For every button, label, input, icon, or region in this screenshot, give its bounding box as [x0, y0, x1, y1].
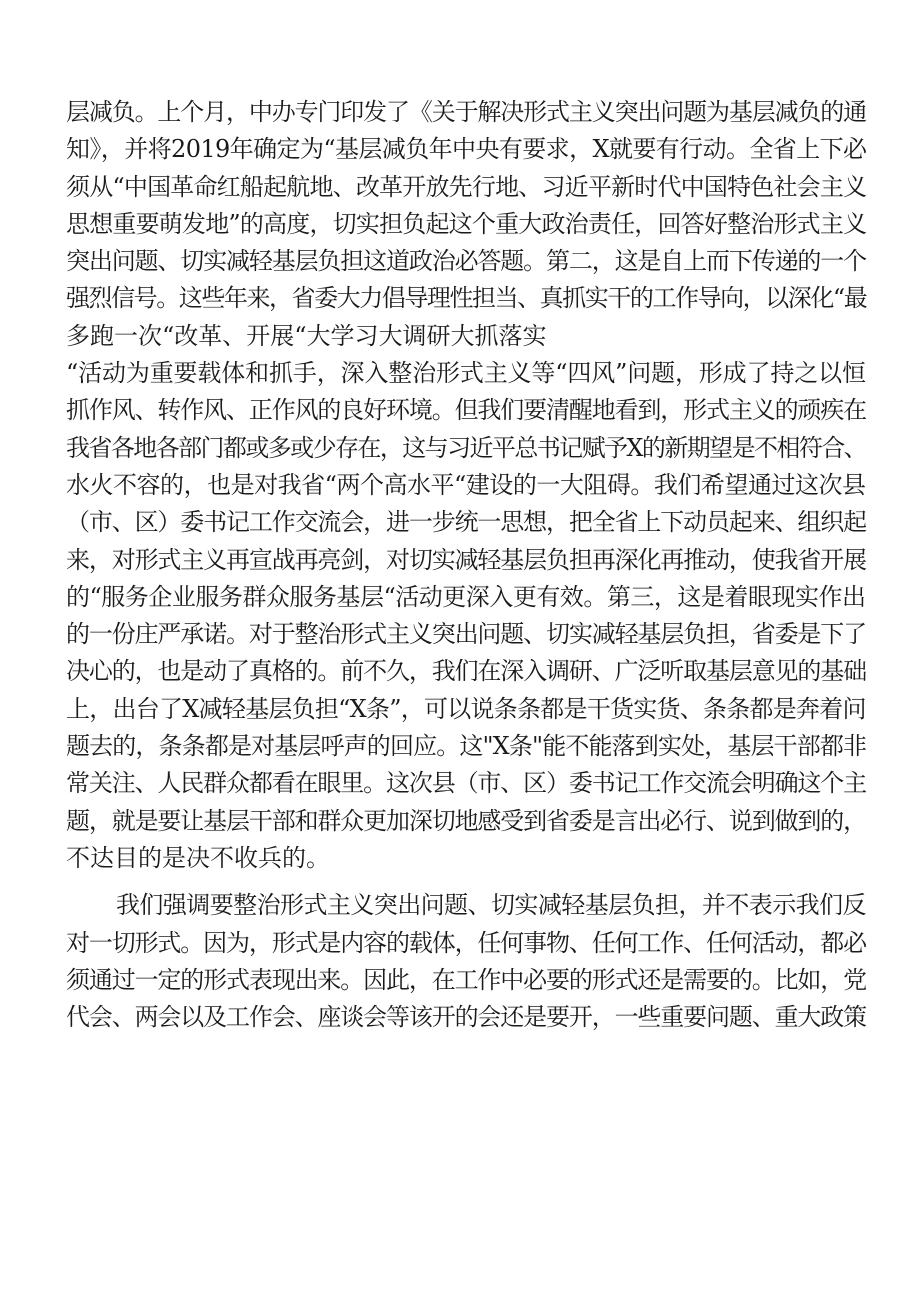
text-line: 来，对形式主义再宣战再亮剑，对切实减轻基层负担再深化再推动，使我省开展	[66, 545, 866, 574]
text-line: 我省各地各部门都或多或少存在，这与习近平总书记赋予X的新期望是不相符合、	[66, 433, 867, 462]
text-line: 水火不容的，也是对我省“两个高水平“建设的一大阻碍。我们希望通过这次县	[66, 470, 866, 499]
text-line: 须通过一定的形式表现出来。因此，在工作中必要的形式还是需要的。比如，党	[66, 965, 866, 994]
paragraph	[66, 887, 866, 1036]
text-line: 上，出台了X减轻基层负担“X条”，可以说条条都是干货实货、条条都是奔着问	[66, 694, 866, 723]
text-line: 抓作风、转作风、正作风的良好环境。但我们要清醒地看到，形式主义的顽疾在	[66, 396, 866, 425]
text-line: 的一份庄严承诺。对于整治形式主义突出问题、切实减轻基层负担，省委是下了	[66, 620, 866, 649]
text-line: “活动为重要载体和抓手，深入整治形式主义等“四风”问题，形成了持之以恒	[66, 359, 866, 388]
text-line: 我们强调要整治形式主义突出问题、切实减轻基层负担，并不表示我们反	[116, 891, 866, 920]
text-line: 的“服务企业服务群众服务基层“活动更深入更有效。第三，这是着眼现实作出	[66, 582, 866, 611]
text-line: 强烈信号。这些年来，省委大力倡导理性担当、真抓实干的工作导向，以深化“最	[66, 284, 867, 313]
text-line: 代会、两会以及工作会、座谈会等该开的会还是要开，一些重要问题、重大政策	[66, 1003, 866, 1032]
text-line: 决心的，也是动了真格的。前不久，我们在深入调研、广泛听取基层意见的基础	[66, 657, 866, 686]
text-line: 题，就是要让基层干部和群众更加深切地感受到省委是言出必行、说到做到的，	[66, 806, 866, 835]
text-line: 知》，并将2019年确定为“基层减负年中央有要求，X就要有行动。全省上下必	[66, 135, 867, 164]
text-line: （市、区）委书记工作交流会，进一步统一思想，把全省上下动员起来、组织起	[66, 508, 866, 537]
text-line: 不达目的是决不收兵的。	[66, 843, 330, 872]
paragraph-gap	[66, 877, 866, 887]
text-line: 对一切形式。因为，形式是内容的载体，任何事物、任何工作、任何活动，都必	[66, 928, 866, 957]
paragraph	[66, 94, 866, 877]
text-line: 突出问题、切实减轻基层负担这道政治必答题。第二，这是自上而下传递的一个	[66, 247, 866, 276]
text-line: 思想重要萌发地”的高度，切实担负起这个重大政治责任，回答好整治形式主义	[66, 209, 867, 238]
text-line: 须从“中国革命红船起航地、改革开放先行地、习近平新时代中国特色社会主义	[66, 172, 867, 201]
document-body	[66, 94, 866, 1036]
text-line: 常关注、人民群众都看在眼里。这次县（市、区）委书记工作交流会明确这个主	[66, 769, 866, 798]
text-line: 多跑一次“改革、开展“大学习大调研大抓落实	[66, 321, 547, 350]
text-line: 题去的，条条都是对基层呼声的回应。这"X条"能不能落到实处，基层干部都非	[66, 732, 867, 761]
text-line: 层减负。上个月，中办专门印发了《关于解决形式主义突出问题为基层减负的通	[66, 98, 866, 126]
